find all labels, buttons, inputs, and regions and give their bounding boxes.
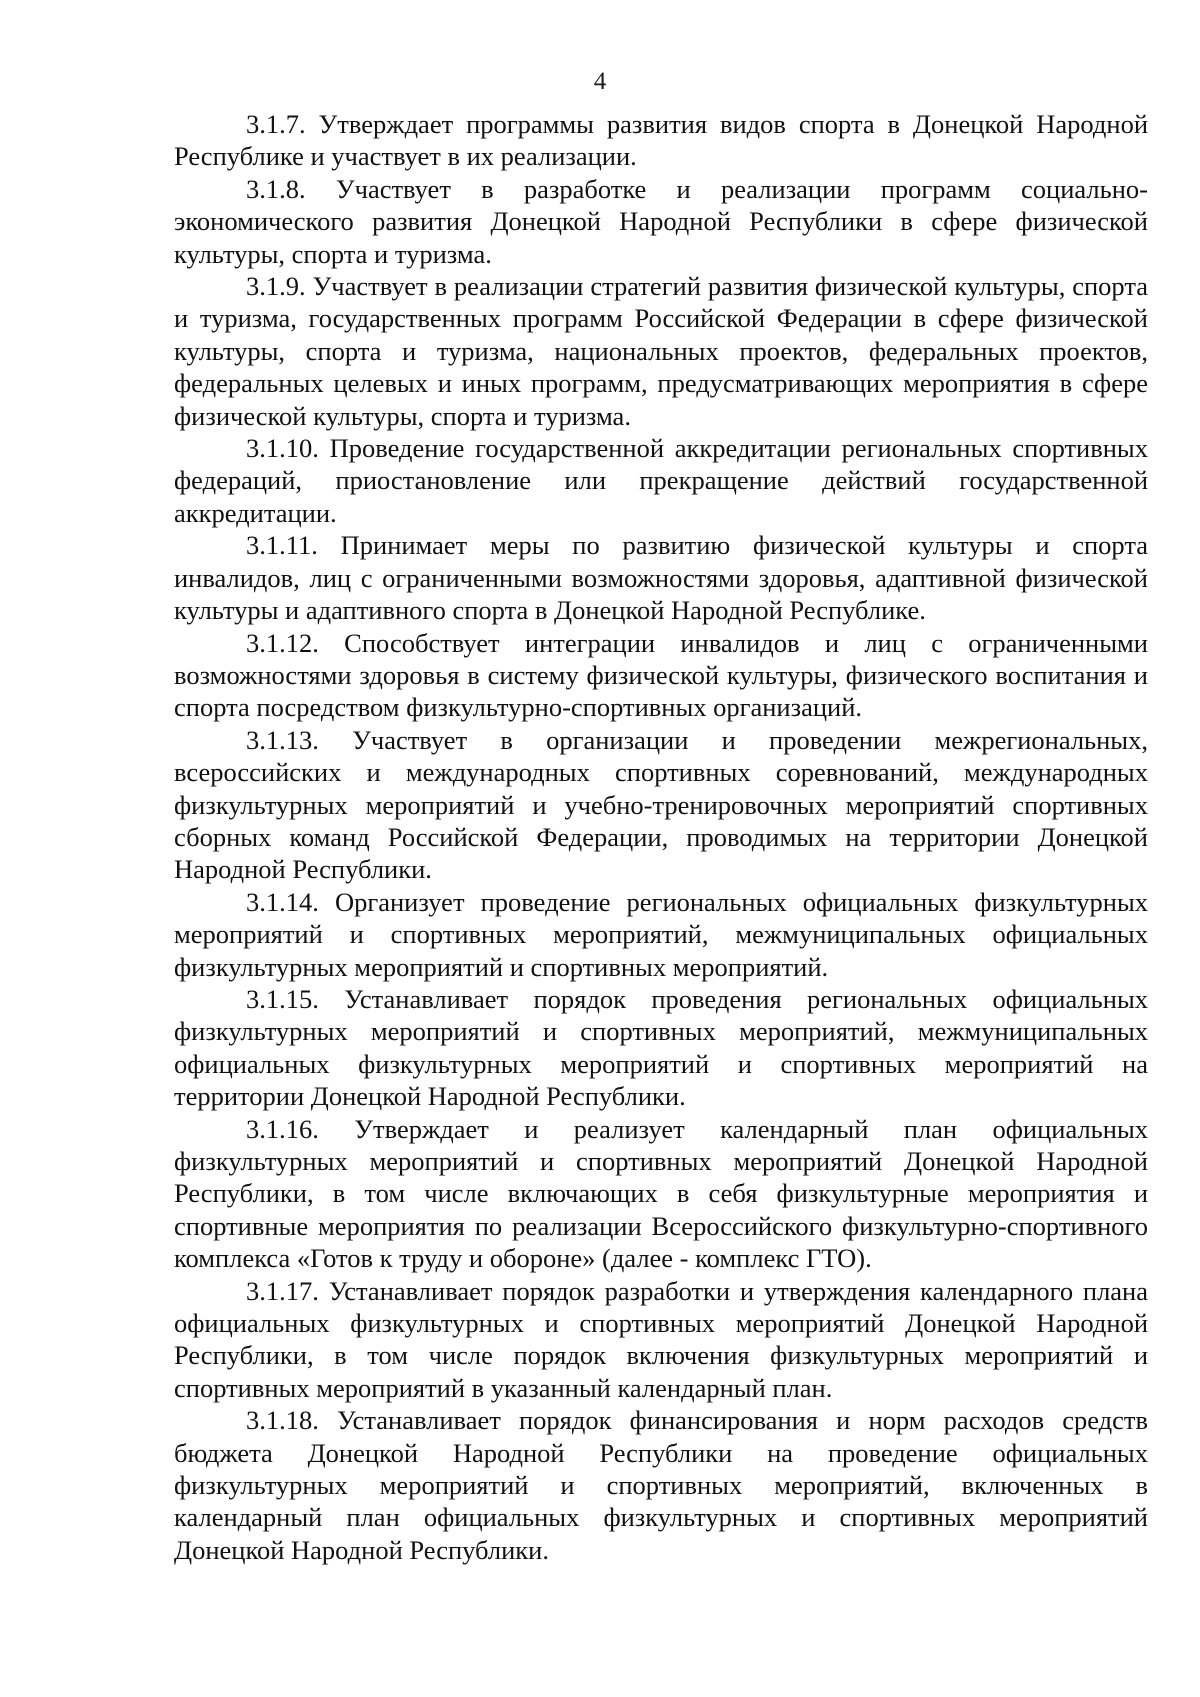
paragraph-3-1-16: 3.1.16. Утверждает и реализует календарный план официальных физкультурных мероприятий и спортивных мероприятий Донецкой Народной Республики, в том числе включающих в себя физкультурные мероприятия и спортивные мероприятия по реализации Всероссийского физкультурно-спортивного комплекса «Готов к труду и обороне» (далее - комплекс ГТО). (174, 1113, 1148, 1274)
paragraph-3-1-17: 3.1.17. Устанавливает порядок разработки и утверждения календарного плана официальных физкультурных и спортивных мероприятий Донецкой Народной Республики, в том числе порядок включения физкультурных мероприятий и спортивных мероприятий в указанный календарный план. (174, 1275, 1148, 1403)
paragraph-3-1-15: 3.1.15. Устанавливает порядок проведения региональных официальных физкультурных мероприятий и спортивных мероприятий, межмуниципальных официальных физкультурных мероприятий и спортивных мероприятий на территории Донецкой Народной Республики. (174, 983, 1148, 1112)
paragraph-3-1-9: 3.1.9. Участвует в реализации стратегий развития физической культуры, спорта и туризма, государственных программ Российской Федерации в сфере физической культуры, спорта и туризма, национальных проектов, федеральных проектов, федеральных целевых и иных программ, предусматривающих мероприятия в сфере физической культуры, спорта и туризма. (174, 271, 1148, 431)
paragraph-3-1-13: 3.1.13. Участвует в организации и проведении межрегиональных, всероссийских и международных спортивных соревнований, международных физкультурных мероприятий и учебно-тренировочных мероприятий спортивных сборных команд Российской Федерации, проводимых на территории Донецкой Народной Республики. (174, 724, 1148, 885)
paragraph-3-1-14: 3.1.14. Организует проведение региональных официальных физкультурных мероприятий и спортивных мероприятий, межмуниципальных официальных физкультурных мероприятий и спортивных мероприятий. (174, 886, 1148, 982)
paragraph-3-1-8: 3.1.8. Участвует в разработке и реализации программ социально-экономического развития Донецкой Народной Республики в сфере физической культуры, спорта и туризма. (174, 173, 1148, 269)
page-number: 4 (593, 68, 607, 95)
paragraph-3-1-11: 3.1.11. Принимает меры по развитию физической культуры и спорта инвалидов, лиц с ограниченными возможностями здоровья, адаптивной физической культуры и адаптивного спорта в Донецкой Народной Республике. (174, 530, 1148, 626)
paragraph-3-1-12: 3.1.12. Способствует интеграции инвалидов и лиц с ограниченными возможностями здоровья в систему физической культуры, физического воспитания и спорта посредством физкультурно-спортивных организаций. (174, 627, 1148, 723)
paragraph-3-1-10: 3.1.10. Проведение государственной аккредитации региональных спортивных федераций, приостановление или прекращение действий государственной аккредитации. (174, 433, 1148, 528)
paragraph-3-1-18: 3.1.18. Устанавливает порядок финансирования и норм расходов средств бюджета Донецкой Народной Республики на проведение официальных физкультурных мероприятий и спортивных мероприятий, включенных в календарный план официальных физкультурных и спортивных мероприятий Донецкой Народной Республики. (174, 1405, 1148, 1565)
paragraph-3-1-7: 3.1.7. Утверждает программы развития видов спорта в Донецкой Народной Республике и участвует в их реализации. (174, 109, 1148, 172)
document-body (174, 108, 1148, 1566)
